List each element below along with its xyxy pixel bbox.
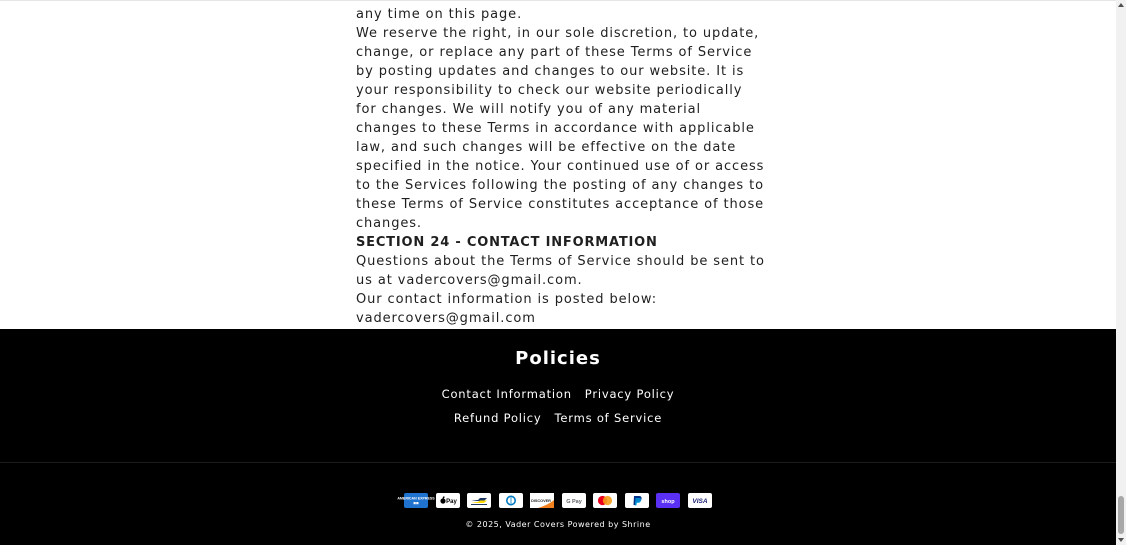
shop-pay-label: shop [661, 498, 675, 505]
visa-icon [688, 493, 712, 508]
discover-icon [530, 493, 554, 508]
contact-email: vadercovers@gmail.com [356, 311, 536, 326]
apple-pay-label: Pay [445, 499, 457, 505]
footer [0, 329, 1116, 545]
copyright-text: © 2025, Vader Covers Powered by Shrine [465, 520, 651, 529]
scroll-down-arrow-icon[interactable] [1117, 536, 1125, 544]
bancontact-icon [467, 493, 491, 508]
american-express-icon [397, 493, 435, 508]
diners-club-icon [499, 493, 523, 508]
terms-content [356, 5, 766, 328]
footer-link-terms-of-service[interactable]: Terms of Service [554, 411, 663, 425]
top-divider [0, 0, 1116, 1]
visa-label: VISA [692, 498, 708, 505]
shop-pay-icon [656, 493, 680, 508]
discover-label: DISCOVER [531, 499, 552, 503]
mastercard-icon [593, 493, 617, 508]
scroll-up-arrow-icon[interactable] [1117, 1, 1125, 9]
scrollbar-thumb[interactable] [1118, 496, 1124, 534]
contact-line-1: Questions about the Terms of Service should be sent to us at vadercovers@gmail.com. [356, 254, 765, 288]
apple-pay-icon [436, 493, 460, 508]
footer-link-contact-information[interactable]: Contact Information [441, 387, 572, 401]
svg-text:■■: ■■ [413, 500, 419, 506]
paypal-icon [625, 493, 649, 508]
google-pay-label: G Pay [565, 499, 582, 505]
policy-links-row-2 [0, 411, 1116, 425]
vertical-scrollbar[interactable] [1116, 0, 1126, 545]
amex-label: AMERICAN EXPRESS [397, 496, 435, 501]
changes-paragraph: We reserve the right, in our sole discretion, to update, change, or replace any part of these Terms of Service by posting updates and changes to our website. It is your responsibility to check our website periodically for changes. We will notify you of any material changes to these Terms in accordance with applicable law, and such changes will be effective on the date specified in the notice. Your continued use of or access to the Services following the posting of any changes to these Terms of Service constitutes acceptance of those changes. [356, 26, 765, 231]
footer-divider [0, 462, 1116, 463]
footer-policies-title: Policies [515, 348, 601, 369]
section-24-title: SECTION 24 - CONTACT INFORMATION [356, 235, 658, 250]
partial-line: any time on this page. [356, 7, 523, 22]
policy-links-row-1 [0, 387, 1116, 401]
footer-link-refund-policy[interactable]: Refund Policy [453, 411, 542, 425]
footer-link-privacy-policy[interactable]: Privacy Policy [584, 387, 675, 401]
contact-line-2: Our contact information is posted below: [356, 292, 657, 307]
google-pay-icon [562, 493, 586, 508]
payment-icons [0, 493, 1116, 508]
